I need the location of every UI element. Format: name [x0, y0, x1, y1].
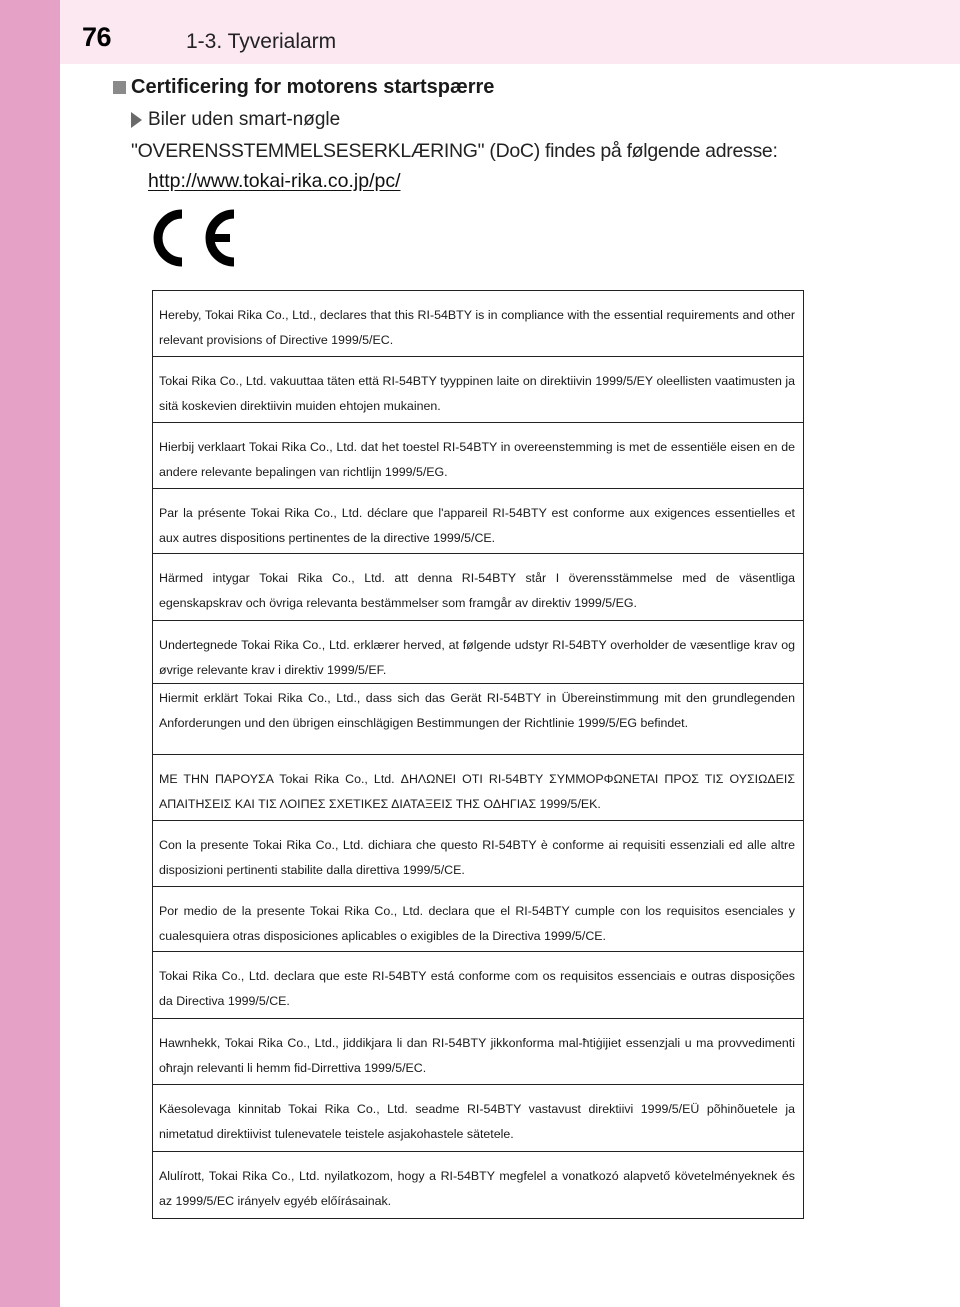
subheading-text: Biler uden smart-nøgle	[148, 109, 341, 130]
section-heading	[113, 76, 494, 99]
ce-mark-logo	[148, 204, 240, 272]
doc-url-link[interactable]: http://www.tokai-rika.co.jp/pc/	[148, 170, 401, 192]
side-color-bar	[0, 0, 60, 1307]
square-bullet-icon	[113, 81, 126, 94]
declaration-estonian: Käesolevaga kinnitab Tokai Rika Co., Ltd. seadme RI-54BTY vastavust direktiivi 1999/5/EÜ põhinõuetele ja nimetatud direktiivist tulenevatele teistele asjakohastele sätetele.	[153, 1085, 803, 1152]
declaration-danish: Undertegnede Tokai Rika Co., Ltd. erklærer herved, at følgende udstyr RI-54BTY overholder de væsentlige krav og øvrige relevante krav i direktiv 1999/5/EF.	[153, 621, 803, 684]
declaration-greek: ΜΕ ΤΗΝ ΠΑΡΟΥΣΑ Tokai Rika Co., Ltd. ΔΗΛΩΝΕΙ ΟΤΙ RI-54BTY ΣΥΜΜΟΡΦΩΝΕΤΑΙ ΠΡΟΣ ΤΙΣ ΟΥΣΙΩΔΕΙΣ ΑΠΑΙΤΗΣΕΙΣ ΚΑΙ ΤΙΣ ΛΟΙΠΕΣ ΣΧΕΤΙΚΕΣ ΔΙΑΤΑΞΕΙΣ ΤΗΣ ΟΔΗΓΙΑΣ 1999/5/ΕΚ.	[153, 755, 803, 821]
declaration-dutch: Hierbij verklaart Tokai Rika Co., Ltd. dat het toestel RI-54BTY in overeenstemming is met de essentiële eisen en de andere relevante bepalingen van richtlijn 1999/5/EG.	[153, 423, 803, 489]
section-title: 1-3. Tyverialarm	[186, 30, 337, 53]
declaration-finnish: Tokai Rika Co., Ltd. vakuuttaa täten että RI-54BTY tyyppinen laite on direktiivin 1999/5/EY oleellisten vaatimusten ja sitä koskevien direktiivin muiden ehtojen mukainen.	[153, 357, 803, 423]
section-heading-text: Certificering for motorens startspærre	[131, 76, 495, 98]
declaration-spanish: Por medio de la presente Tokai Rika Co., Ltd. declara que el RI-54BTY cumple con los requisitos esenciales y cualesquiera otras disposiciones aplicables o exigibles de la Directiva 1999/5/CE.	[153, 887, 803, 952]
declaration-swedish: Härmed intygar Tokai Rika Co., Ltd. att denna RI-54BTY står I överensstämmelse med de väsentliga egenskapskrav och övriga relevanta bestämmelser som framgår av direktiv 1999/5/EG.	[153, 554, 803, 621]
declaration-portuguese: Tokai Rika Co., Ltd. declara que este RI-54BTY está conforme com os requisitos essenciais e outras disposições da Directiva 1999/5/CE.	[153, 952, 803, 1019]
declaration-italian: Con la presente Tokai Rika Co., Ltd. dichiara che questo RI-54BTY è conforme ai requisiti essenziali ed alle altre disposizioni pertinenti stabilite dalla direttiva 1999/5/CE.	[153, 821, 803, 887]
doc-availability-text: "OVERENSSTEMMELSESERKLÆRING" (DoC) findes på følgende adresse:	[131, 140, 778, 162]
subheading	[131, 109, 340, 131]
declaration-french: Par la présente Tokai Rika Co., Ltd. déclare que l'appareil RI-54BTY est conforme aux exigences essentielles et aux autres dispositions pertinentes de la directive 1999/5/CE.	[153, 489, 803, 554]
triangle-bullet-icon	[131, 112, 142, 128]
declaration-hungarian: Alulírott, Tokai Rika Co., Ltd. nyilatkozom, hogy a RI-54BTY megfelel a vonatkozó alapvető követelményeknek és az 1999/5/EC irányelv egyéb előírásainak.	[159, 1169, 795, 1208]
page-number: 76	[82, 22, 112, 52]
declaration-table	[152, 290, 804, 1219]
declaration-maltese: Hawnhekk, Tokai Rika Co., Ltd., jiddikjara li dan RI-54BTY jikkonforma mal-ħtiġijiet essenzjali u ma provvedimenti oħrajn relevanti li hemm fid-Dirrettiva 1999/5/EC.	[153, 1019, 803, 1085]
declaration-german: Hiermit erklärt Tokai Rika Co., Ltd., dass sich das Gerät RI-54BTY in Übereinstimmung mit den grundlegenden Anforderungen und den übrigen einschlägigen Bestimmungen der Richtlinie 1999/5/EG befindet.	[153, 684, 803, 755]
declaration-english: Hereby, Tokai Rika Co., Ltd., declares that this RI-54BTY is in compliance with the essential requirements and other relevant provisions of Directive 1999/5/EC.	[153, 291, 803, 357]
